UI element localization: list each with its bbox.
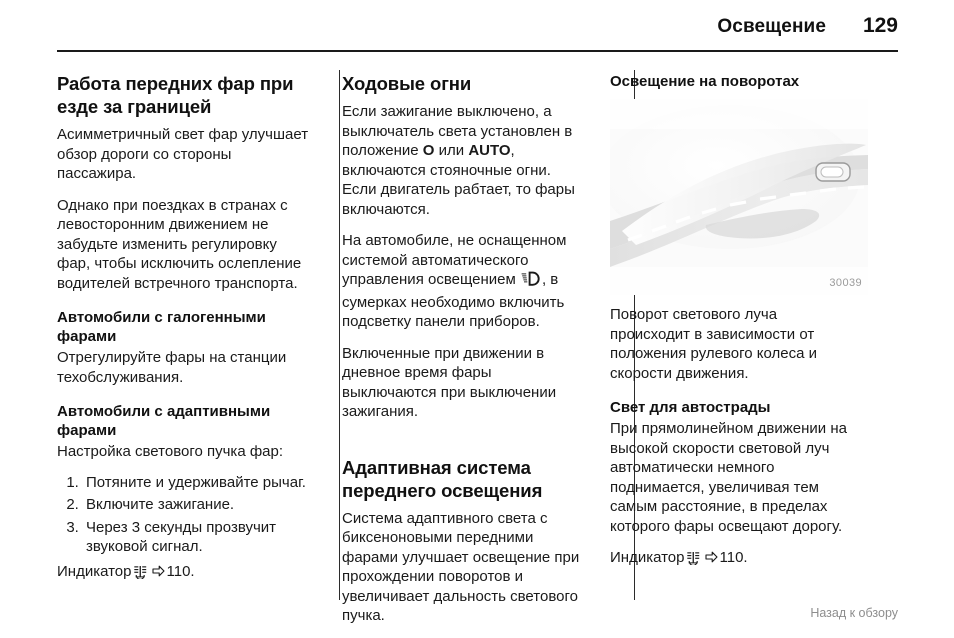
page-header xyxy=(57,14,898,38)
paragraph-daytime-lights-off: Включенные при движении в дневное время фары выключаются при выключении зажигания. xyxy=(342,344,557,420)
drl-text-part-a: Если зажигание выключено, а выключатель света установлен в положение xyxy=(342,103,573,159)
section-heading-adaptive-front-lighting: Адаптивная система переднего освещения xyxy=(342,456,543,501)
paragraph-halogen-adjust: Отрегулируйте фары на станции техобслуживания. xyxy=(57,349,287,386)
column-3 xyxy=(593,72,861,626)
figure-number: 30039 xyxy=(829,277,862,289)
header-rule xyxy=(57,50,898,52)
section-spacer xyxy=(342,434,581,456)
column-2 xyxy=(325,72,593,626)
column-1 xyxy=(57,72,325,626)
content-columns xyxy=(57,72,903,626)
indicator-label: Индикатор xyxy=(610,549,685,566)
light-switch-position-o: O xyxy=(422,142,435,159)
drl-text-part-e: , включаются стояночные огни. Если двигатель рабтает, то фары включаются. xyxy=(342,142,575,218)
cross-reference-arrow-icon xyxy=(705,549,718,569)
page-footer xyxy=(57,606,898,620)
headlight-indicator-icon xyxy=(686,549,701,571)
paragraph-ignition-off-switch xyxy=(342,102,581,219)
list-item: 2. Включите зажигание. xyxy=(83,495,313,515)
indicator-cross-reference-2 xyxy=(610,548,861,571)
headlight-indicator-icon xyxy=(133,563,148,585)
paragraph-motorway-beam: При прямолинейном движении на высокой скорости световой луч автоматически немного поднимается, увеличивая тем самым расстояние, в пределах которого фары освещают дорогу. xyxy=(610,420,847,535)
section-heading-headlights-abroad: Работа передних фар при езде за границей xyxy=(57,73,294,117)
back-to-overview-link[interactable]: Назад к обзору xyxy=(810,606,898,620)
beam-setup-steps xyxy=(57,473,313,557)
paragraph-bixenon-adaptive: Система адаптивного света с биксеноновыми передними фарами улучшает освещение при прохождении поворотов и увеличивает дальность светового пучка. xyxy=(342,509,580,624)
drl-text-part-c: или xyxy=(434,142,469,159)
auto-light-text-part-b: , в сумерках необходимо включить подсветку панели приборов. xyxy=(342,271,565,330)
subheading-adaptive-headlights: Автомобили с адаптивными фарами xyxy=(57,403,271,439)
chapter-title: Освещение xyxy=(717,16,826,37)
indicator-page-ref[interactable]: 110. xyxy=(719,549,748,566)
auto-light-control-icon xyxy=(521,271,541,293)
cross-reference-arrow-icon xyxy=(152,563,165,583)
subheading-halogen-headlights: Автомобили с галогенными фарами xyxy=(57,309,266,345)
paragraph-beam-swivel: Поворот светового луча происходит в зависимости от положения рулевого колеса и скорости движения. xyxy=(610,306,818,382)
list-item: 1. Потяните и удерживайте рычаг. xyxy=(83,473,313,493)
section-heading-daytime-running-lights: Ходовые огни xyxy=(342,73,472,94)
paragraph-asymmetric-light: Асимметричный свет фар улучшает обзор дороги со стороны пассажира. xyxy=(57,126,309,182)
list-item: 3. Через 3 секунды прозвучит звуковой сигнал. xyxy=(83,518,313,557)
paragraph-beam-setup: Настройка светового пучка фар: xyxy=(57,443,284,460)
cornering-light-illustration xyxy=(610,99,868,295)
indicator-page-ref[interactable]: 110. xyxy=(166,562,195,580)
paragraph-left-hand-traffic: Однако при поездках в странах с левосторонним движением не забудьте изменить регулировку фар, чтобы исключить ослепление водителей встречного транспорта. xyxy=(57,196,302,292)
page-number: 129 xyxy=(862,14,898,37)
subheading-motorway-light: Свет для автострады xyxy=(610,399,771,416)
indicator-cross-reference-1 xyxy=(57,562,313,585)
car-glyph xyxy=(816,163,850,181)
auto-light-text-part-a: На автомобиле, не оснащенном системой автоматического управления освещением xyxy=(342,232,567,288)
indicator-label: Индикатор xyxy=(57,562,132,580)
light-switch-position-auto: AUTO xyxy=(468,142,511,159)
paragraph-no-auto-light-control xyxy=(342,231,581,332)
subheading-cornering-light: Освещение на поворотах xyxy=(610,73,800,90)
